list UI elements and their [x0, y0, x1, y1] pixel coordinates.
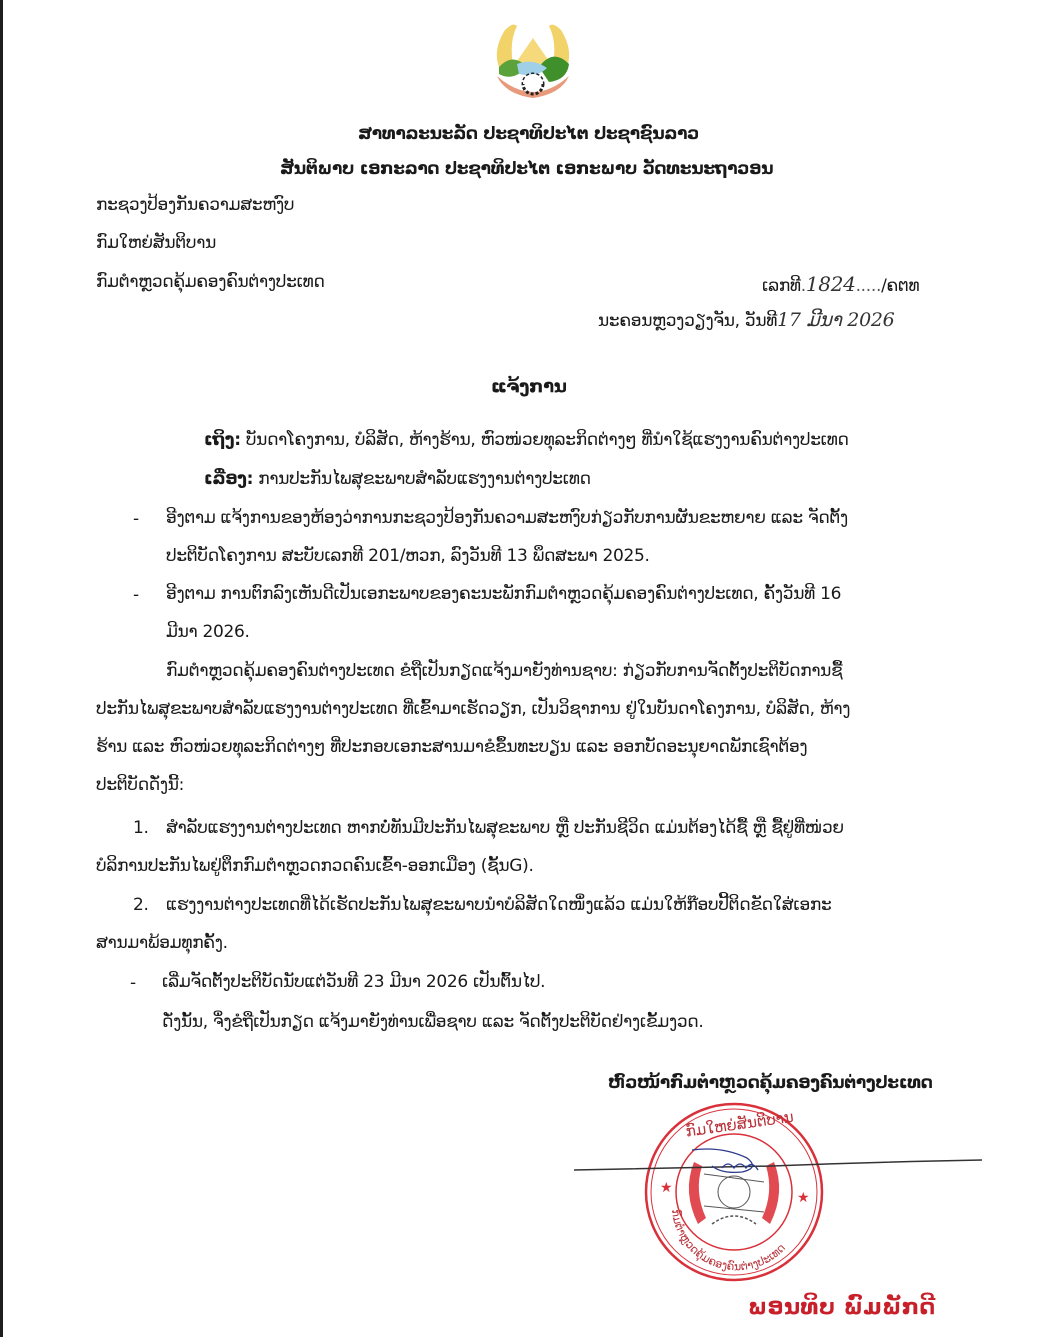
issuer-ministry: ກະຊວງປ້ອງກັນຄວາມສະຫງົບ [96, 195, 295, 215]
reference-2-line-2: ມີນາ 2026. [166, 622, 250, 642]
place-date-label: ນະຄອນຫຼວງວຽງຈັນ, ວັນທີ [598, 311, 778, 331]
recipient-line [204, 428, 849, 452]
subject-text: ການປະກັນໄພສຸຂະພາບສໍາລັບແຮງງານຕ່າງປະເທດ [258, 469, 591, 489]
document-title: ແຈ້ງການ [491, 376, 567, 397]
effective-bullet: - [130, 973, 137, 993]
svg-text:ກົມໃຫຍ່ສັນຕິບານ: ກົມໃຫຍ່ສັນຕິບານ [684, 1107, 795, 1141]
closing-line: ດັ່ງນັ້ນ, ຈຶ່ງຂໍຖືເປັນກຽດ ແຈ້ງມາຍັງທ່ານເພື່ອຊາບ ແລະ ຈັດຕັ້ງປະຕິບັດຢ່າງເຂັ້ມງວດ. [162, 1012, 704, 1032]
reference-bullet: - [133, 509, 140, 529]
item-1-line-1: ສໍາລັບແຮງງານຕ່າງປະເທດ ຫາກບໍ່ທັນມີປະກັນໄພສຸຂະພາບ ຫຼື ປະກັນຊີວິດ ແມ່ນຕ້ອງໄດ້ຊື້ ຫຼື ຊື້ຢູ່ທີ່ໜ່ວຍ [166, 818, 844, 838]
body-line-3: ຮ້ານ ແລະ ຫົວໜ່ວຍທຸລະກິດຕ່າງໆ ທີ່ປະກອບເອກະສານມາຂໍຂຶ້ນທະບຽນ ແລະ ອອກບັດອະນຸຍາດພັກເຊົາຕ້ອງ [96, 737, 808, 757]
signatory-title: ຫົວໜ້າກົມຕໍາຫຼວດຄຸ້ມຄອງຄົນຕ່າງປະເທດ [608, 1073, 933, 1093]
item-1-number: 1. [133, 818, 149, 838]
date-value: 17 ມີນາ 2026 [777, 309, 895, 331]
recipient-text: ບັນດາໂຄງການ, ບໍລິສັດ, ຫ້າງຮ້ານ, ຫົວໜ່ວຍທຸລະກິດຕ່າງໆ ທີ່ນໍາໃຊ້ແຮງງານຄົນຕ່າງປະເທດ [245, 430, 849, 450]
country-line: ສາທາລະນະລັດ ປະຊາທິປະໄຕ ປະຊາຊົນລາວ [358, 124, 699, 144]
recipient-label: ເຖິງ: [204, 430, 241, 450]
svg-text:ກົມຕໍາຫຼວດຄຸ້ມຄອງຄົນຕ່າງປະເທດ: ກົມຕໍາຫຼວດຄຸ້ມຄອງຄົນຕ່າງປະເທດ [668, 1208, 789, 1274]
issuer-division: ກົມຕໍາຫຼວດຄຸ້ມຄອງຄົນຕ່າງປະເທດ [96, 272, 325, 292]
signer-name: ພອນທິບ ພົມພັກດີ [748, 1295, 936, 1320]
subject-label: ເລື່ອງ: [204, 469, 254, 489]
svg-text:★: ★ [797, 1190, 810, 1206]
item-2-line-1: ແຮງງານຕ່າງປະເທດທີ່ໄດ້ເຮັດປະກັນໄພສຸຂະພາບນໍາບໍລິສັດໃດໜຶ່ງແລ້ວ ແມ່ນໃຫ້ກ໊ອບປີ້ຕິດຂັດໃສ່ເອກະ [166, 895, 832, 915]
motto-line: ສັນຕິພາບ ເອກະລາດ ປະຊາທິປະໄຕ ເອກະພາບ ວັດທະນະຖາວອນ [280, 159, 774, 179]
body-line-2: ປະກັນໄພສຸຂະພາບສໍາລັບແຮງງານຕ່າງປະເທດ ທີ່ເຂົ້າມາເຮັດວຽກ, ເປັນວິຊາການ ຢູ່ໃນບັນດາໂຄງການ, ບໍລິສັດ, ຫ້າງ [96, 699, 851, 719]
reference-number-value: 1824 [805, 272, 856, 296]
item-1-line-2: ບໍລິການປະກັນໄພຢູ່ຕຶກກົມຕໍາຫຼວດກວດຄົນເຂົ້າ-ອອກເມືອງ (ຊັ້ນG). [96, 856, 534, 876]
reference-bullet: - [133, 585, 140, 605]
reference-1-line-1: ອີງຕາມ ແຈ້ງການຂອງຫ້ອງວ່າການກະຊວງປ້ອງກັນຄວາມສະຫງົບກ່ຽວກັບການຜັນຂະຫຍາຍ ແລະ ຈັດຕັ້ງ [166, 508, 848, 528]
reference-2-line-1: ອີງຕາມ ການຕົກລົງເຫັນດີເປັນເອກະພາບຂອງຄະນະພັກກົມຕໍາຫຼວດຄຸ້ມຄອງຄົນຕ່າງປະເທດ, ຄັ້ງວັນທີ 16 [166, 584, 842, 604]
official-stamp-icon [642, 1100, 827, 1285]
svg-text:★: ★ [660, 1180, 673, 1196]
reference-number-suffix: /ຄຕທ [881, 276, 920, 296]
reference-1-line-2: ປະຕິບັດໂຄງການ ສະບັບເລກທີ 201/ຫວກ, ລົງວັນທີ 13 ພຶດສະພາ 2025. [166, 546, 650, 566]
reference-number-label: ເລກທີ [762, 276, 801, 296]
reference-number: ເລກທີ.1824...../ຄຕທ [762, 272, 920, 296]
place-date [598, 308, 894, 333]
national-emblem-icon [483, 12, 583, 104]
issuer-department: ກົມໃຫຍ່ສັນຕິບານ [96, 233, 216, 253]
effective-date-line: ເລີ່ມຈັດຕັ້ງປະຕິບັດນັບແຕ່ວັນທີ 23 ມີນາ 2026 ເປັນຕົ້ນໄປ. [162, 972, 546, 992]
item-2-line-2: ສານມາພ້ອມທຸກຄັ້ງ. [96, 933, 228, 953]
body-line-1: ກົມຕໍາຫຼວດຄຸ້ມຄອງຄົນຕ່າງປະເທດ ຂໍຖືເປັນກຽດແຈ້ງມາຍັງທ່ານຊາບ: ກ່ຽວກັບການຈັດຕັ້ງປະຕິບັດການຊື້ [166, 661, 843, 681]
subject-line [204, 467, 591, 491]
body-line-4: ປະຕິບັດດັ່ງນີ້: [96, 775, 185, 795]
handwritten-signature [572, 1148, 984, 1178]
item-2-number: 2. [133, 895, 149, 915]
